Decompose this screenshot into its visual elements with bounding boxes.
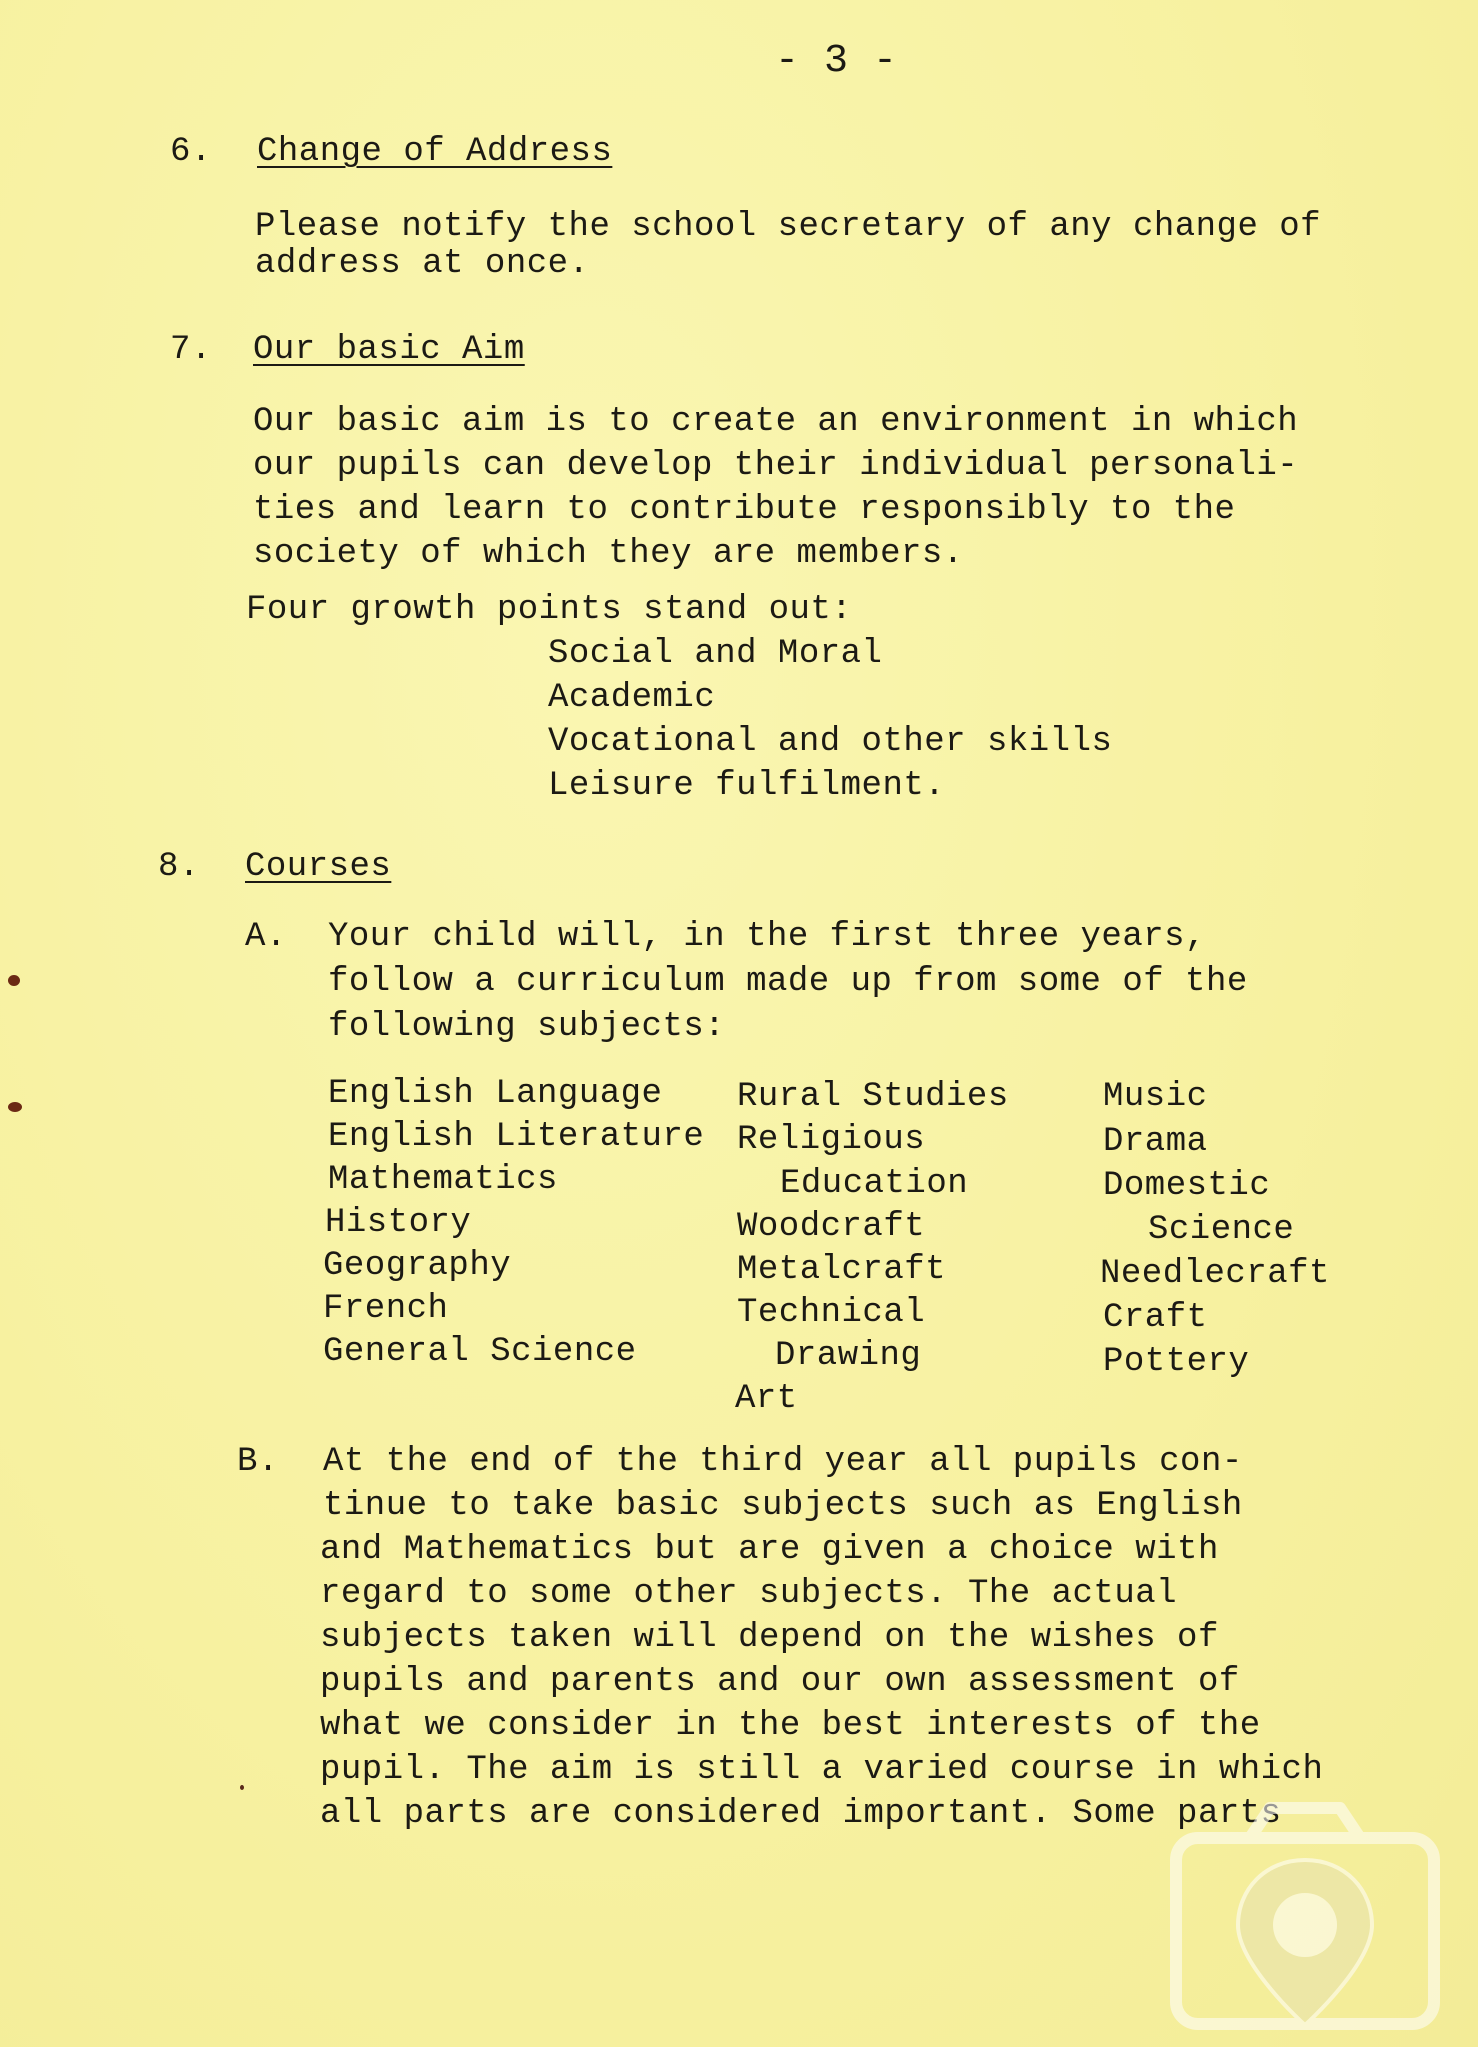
subject-col2-item: Metalcraft — [737, 1251, 947, 1289]
section-7-line-3: ties and learn to contribute responsibly to the — [253, 491, 1236, 529]
section-7-number: 7. — [170, 331, 212, 369]
section-6-number: 6. — [170, 133, 212, 171]
subject-col2-item: Technical — [737, 1294, 926, 1332]
section-7-line-2: our pupils can develop their individual personali- — [253, 447, 1299, 485]
ink-spot — [8, 1102, 22, 1112]
subject-col2-item: Religious — [737, 1121, 926, 1159]
ink-spot — [240, 1785, 244, 1790]
subject-col3-item: Science — [1148, 1211, 1295, 1249]
subject-col1-item: Mathematics — [328, 1161, 558, 1199]
subject-col3-item: Pottery — [1103, 1343, 1250, 1381]
growth-point-1: Social and Moral — [548, 635, 883, 673]
ink-spot — [8, 975, 20, 986]
subject-col3-item: Craft — [1103, 1299, 1208, 1337]
section-6-line-1: Please notify the school secretary of any change of — [255, 208, 1322, 246]
subject-col3-item: Drama — [1103, 1123, 1208, 1161]
courses-b-label: B. — [237, 1443, 279, 1481]
subject-col1-item: Geography — [323, 1247, 512, 1285]
section-7-line-1: Our basic aim is to create an environment in which — [253, 403, 1299, 441]
subject-col3-item: Domestic — [1103, 1167, 1271, 1205]
subject-col2-item: Art — [735, 1380, 798, 1418]
growth-point-4: Leisure fulfilment. — [548, 767, 946, 805]
courses-b-line-2: tinue to take basic subjects such as English — [323, 1487, 1243, 1525]
courses-a-label: A. — [245, 918, 287, 956]
courses-b-line-8: pupil. The aim is still a varied course in which — [320, 1751, 1324, 1789]
courses-b-line-7: what we consider in the best interests of the — [320, 1707, 1261, 1745]
courses-b-line-4: regard to some other subjects. The actual — [320, 1575, 1178, 1613]
section-7-heading: Our basic Aim — [253, 331, 525, 369]
subject-col1-item: English Language — [328, 1075, 663, 1113]
courses-b-line-6: pupils and parents and our own assessment of — [320, 1663, 1240, 1701]
growth-intro: Four growth points stand out: — [246, 591, 853, 629]
courses-b-line-9: all parts are considered important. Some parts — [320, 1795, 1282, 1833]
camera-pin-icon — [1170, 1800, 1440, 2030]
section-8-number: 8. — [158, 848, 200, 886]
courses-a-line-1: Your child will, in the first three years, — [328, 918, 1206, 956]
growth-point-3: Vocational and other skills — [548, 723, 1113, 761]
subject-col3-item: Music — [1103, 1078, 1208, 1116]
courses-a-line-2: follow a curriculum made up from some of the — [328, 963, 1248, 1001]
section-6-line-2: address at once. — [255, 245, 590, 283]
section-8-heading: Courses — [245, 848, 392, 886]
growth-point-2: Academic — [548, 679, 716, 717]
section-6-heading: Change of Address — [257, 133, 613, 171]
courses-a-line-3: following subjects: — [328, 1008, 726, 1046]
subject-col2-item: Education — [780, 1165, 969, 1203]
courses-b-line-1: At the end of the third year all pupils con- — [323, 1443, 1243, 1481]
subject-col3-item: Needlecraft — [1100, 1255, 1330, 1293]
subject-col2-item: Rural Studies — [737, 1078, 1009, 1116]
subject-col2-item: Woodcraft — [737, 1208, 926, 1246]
subject-col1-item: English Literature — [328, 1118, 705, 1156]
subject-col1-item: History — [325, 1204, 472, 1242]
subject-col1-item: General Science — [323, 1333, 637, 1371]
page-number: - 3 - — [775, 39, 898, 84]
courses-b-line-5: subjects taken will depend on the wishes of — [320, 1619, 1219, 1657]
section-7-line-4: society of which they are members. — [253, 535, 964, 573]
subject-col2-item: Drawing — [775, 1337, 922, 1375]
courses-b-line-3: and Mathematics but are given a choice with — [320, 1531, 1219, 1569]
subject-col1-item: French — [323, 1290, 449, 1328]
